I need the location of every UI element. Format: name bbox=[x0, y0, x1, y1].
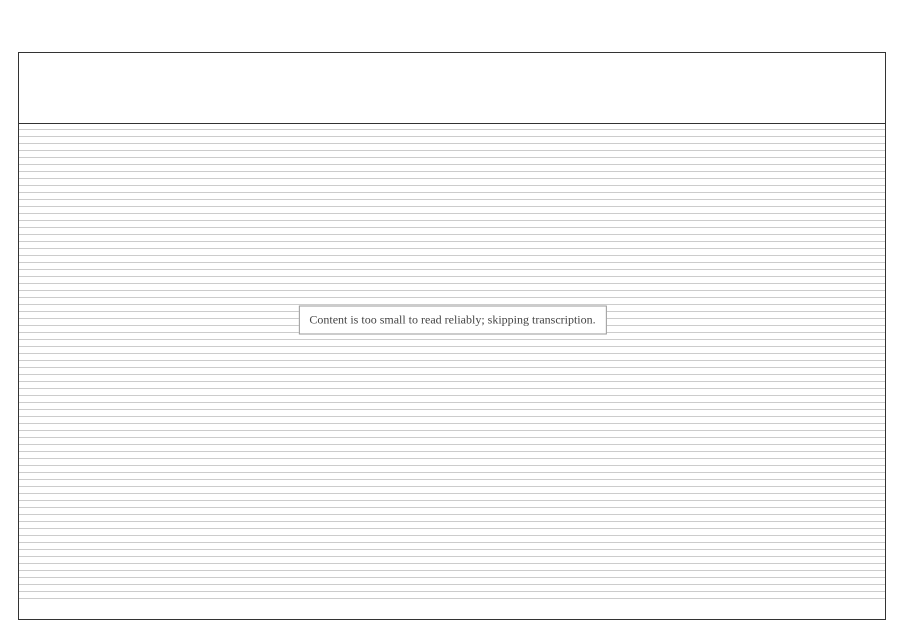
table-row bbox=[19, 144, 885, 151]
table-row bbox=[19, 564, 885, 571]
table-row bbox=[19, 473, 885, 480]
table-row bbox=[19, 291, 885, 298]
table-row bbox=[19, 501, 885, 508]
table-row bbox=[19, 123, 885, 130]
transcription-note: Content is too small to read reliably; skipping transcription. bbox=[298, 305, 606, 334]
table-row bbox=[19, 172, 885, 179]
table-row bbox=[19, 193, 885, 200]
table-row bbox=[19, 242, 885, 249]
table-row bbox=[19, 137, 885, 144]
table-row bbox=[19, 221, 885, 228]
table-row bbox=[19, 214, 885, 221]
table-row bbox=[19, 445, 885, 452]
table-row bbox=[19, 592, 885, 599]
registry-table bbox=[18, 52, 886, 620]
table-row bbox=[19, 480, 885, 487]
table-row bbox=[19, 368, 885, 375]
table-row bbox=[19, 452, 885, 459]
table-row bbox=[19, 277, 885, 284]
table-row bbox=[19, 410, 885, 417]
table-row bbox=[19, 431, 885, 438]
table-row bbox=[19, 585, 885, 592]
table-row bbox=[19, 396, 885, 403]
table-row bbox=[19, 578, 885, 585]
table-row bbox=[19, 382, 885, 389]
table-row bbox=[19, 466, 885, 473]
table-row bbox=[19, 494, 885, 501]
table-row bbox=[19, 550, 885, 557]
table-row bbox=[19, 403, 885, 410]
table-row bbox=[19, 249, 885, 256]
table-row bbox=[19, 571, 885, 578]
table-row bbox=[19, 298, 885, 305]
table-row bbox=[19, 424, 885, 431]
table-row bbox=[19, 179, 885, 186]
table-row bbox=[19, 389, 885, 396]
table-row bbox=[19, 529, 885, 536]
table-row bbox=[19, 186, 885, 193]
table-row bbox=[19, 151, 885, 158]
table-row bbox=[19, 158, 885, 165]
table-row bbox=[19, 333, 885, 340]
table-row bbox=[19, 459, 885, 466]
table-row bbox=[19, 508, 885, 515]
table-row bbox=[19, 256, 885, 263]
table-row bbox=[19, 340, 885, 347]
table-row bbox=[19, 438, 885, 445]
table-row bbox=[19, 375, 885, 382]
table-row bbox=[19, 487, 885, 494]
table-row bbox=[19, 361, 885, 368]
table-row bbox=[19, 235, 885, 242]
table-row bbox=[19, 557, 885, 564]
table-row bbox=[19, 270, 885, 277]
table-row bbox=[19, 354, 885, 361]
table-row bbox=[19, 417, 885, 424]
table-row bbox=[19, 228, 885, 235]
table-body bbox=[19, 123, 885, 619]
table-row bbox=[19, 543, 885, 550]
table-row bbox=[19, 536, 885, 543]
table-row bbox=[19, 515, 885, 522]
table-row bbox=[19, 347, 885, 354]
table-row bbox=[19, 165, 885, 172]
table-row bbox=[19, 130, 885, 137]
table-row bbox=[19, 200, 885, 207]
table-row bbox=[19, 284, 885, 291]
table-row bbox=[19, 522, 885, 529]
table-row bbox=[19, 263, 885, 270]
table-row bbox=[19, 207, 885, 214]
table-header bbox=[19, 53, 885, 124]
